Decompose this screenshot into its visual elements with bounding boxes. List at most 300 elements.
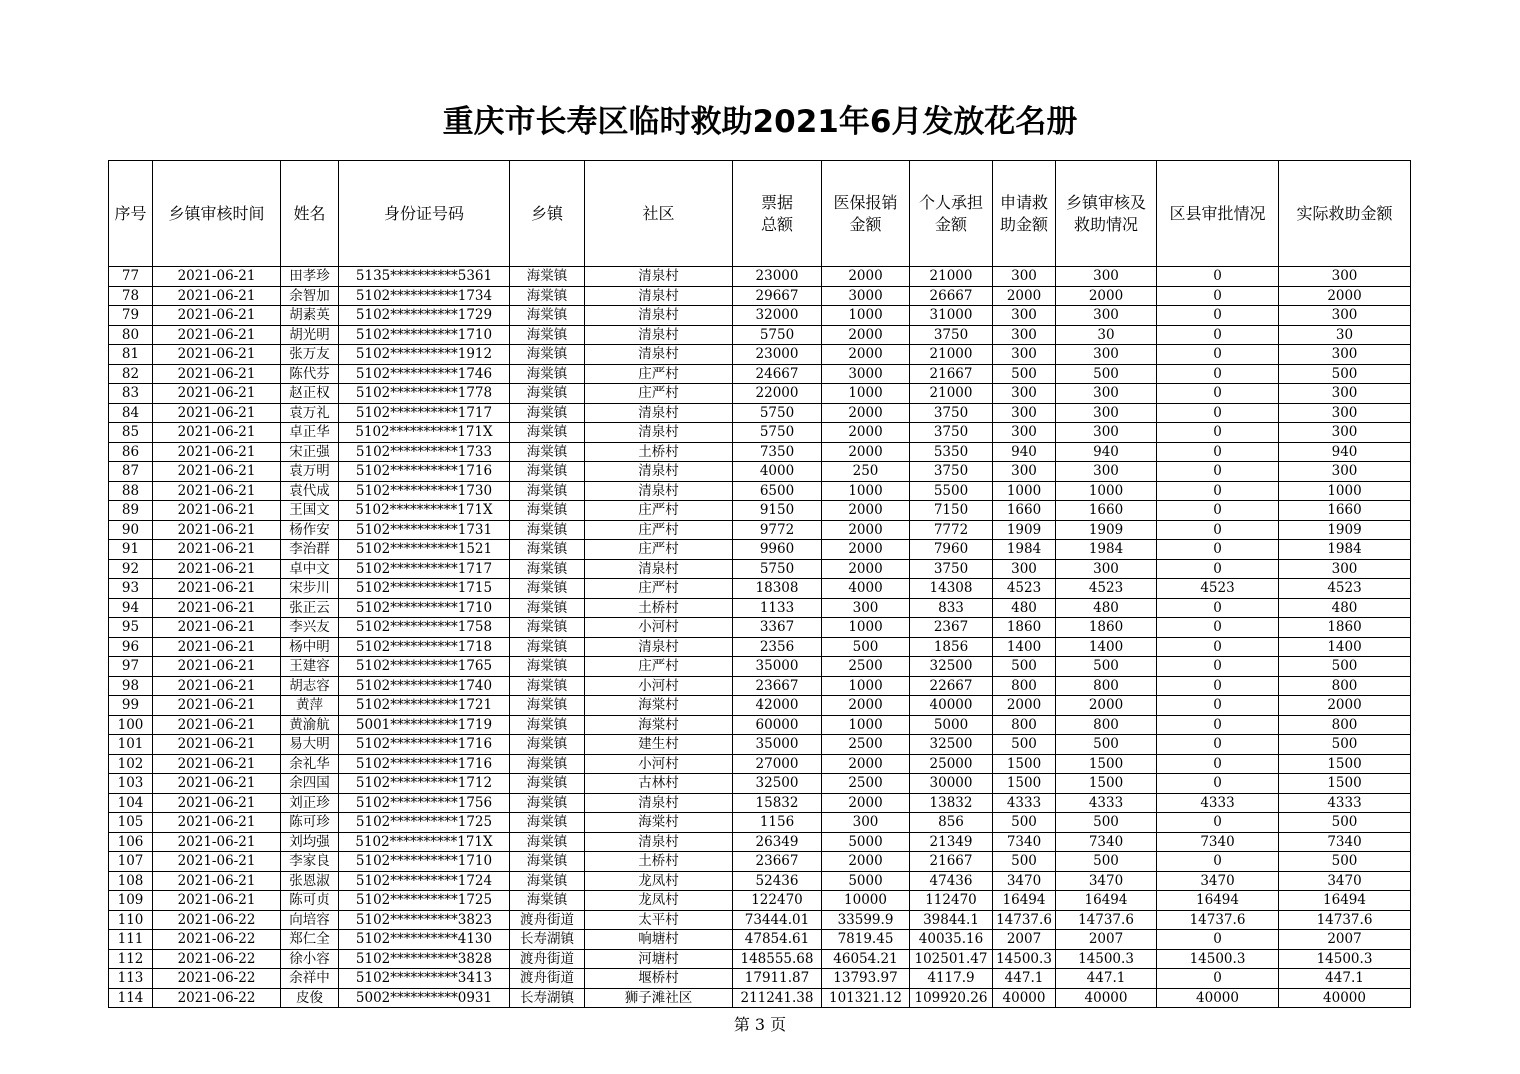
col-requested-amount-cell: 4523 xyxy=(993,579,1056,599)
col-town-cell: 海棠镇 xyxy=(510,481,585,501)
col-requested-amount-cell: 1000 xyxy=(993,481,1056,501)
col-town-review-cell: 14500.3 xyxy=(1056,949,1157,969)
col-town-cell: 海棠镇 xyxy=(510,579,585,599)
col-id-number-cell: 5102**********1721 xyxy=(339,696,510,716)
col-id-number-cell: 5102**********1716 xyxy=(339,735,510,755)
col-index-cell: 101 xyxy=(109,735,153,755)
col-town-review-cell: 40000 xyxy=(1056,988,1157,1008)
col-id-number-cell: 5102**********1717 xyxy=(339,403,510,423)
col-county-approval-cell: 14500.3 xyxy=(1157,949,1279,969)
col-insurance-reimbursement-cell: 500 xyxy=(822,637,910,657)
col-insurance-reimbursement-cell: 250 xyxy=(822,462,910,482)
col-review-date-cell: 2021-06-21 xyxy=(153,384,281,404)
col-town-cell: 海棠镇 xyxy=(510,325,585,345)
col-actual-amount-cell: 1500 xyxy=(1279,754,1411,774)
col-town-cell: 海棠镇 xyxy=(510,462,585,482)
col-name-cell: 余智加 xyxy=(281,286,339,306)
col-town-cell: 海棠镇 xyxy=(510,345,585,365)
col-id-number-cell: 5102**********3823 xyxy=(339,910,510,930)
table-row xyxy=(109,286,1411,306)
col-requested-amount-cell: 1984 xyxy=(993,540,1056,560)
col-id-number-cell: 5102**********1710 xyxy=(339,325,510,345)
col-personal-burden-cell: 40035.16 xyxy=(910,930,993,950)
col-actual-amount-cell: 800 xyxy=(1279,676,1411,696)
col-requested-amount-cell: 500 xyxy=(993,852,1056,872)
table-row xyxy=(109,754,1411,774)
col-town-cell: 海棠镇 xyxy=(510,286,585,306)
col-name-cell: 宋正强 xyxy=(281,442,339,462)
col-review-date-cell: 2021-06-21 xyxy=(153,501,281,521)
col-insurance-reimbursement-cell: 13793.97 xyxy=(822,969,910,989)
relief-roster-table xyxy=(108,160,1411,1008)
col-requested-amount-cell: 1500 xyxy=(993,774,1056,794)
col-name-cell: 杨中明 xyxy=(281,637,339,657)
col-receipt-total-cell: 5750 xyxy=(733,559,822,579)
table-row xyxy=(109,462,1411,482)
col-index-cell: 89 xyxy=(109,501,153,521)
col-county-approval-cell: 0 xyxy=(1157,286,1279,306)
col-actual-amount-cell: 4333 xyxy=(1279,793,1411,813)
col-county-approval-cell: 0 xyxy=(1157,735,1279,755)
table-row xyxy=(109,598,1411,618)
col-index-cell: 78 xyxy=(109,286,153,306)
page-title: 重庆市长寿区临时救助2021年6月发放花名册 xyxy=(442,104,1078,140)
table-row xyxy=(109,715,1411,735)
col-insurance-reimbursement-cell: 5000 xyxy=(822,871,910,891)
col-actual-amount-cell: 1984 xyxy=(1279,540,1411,560)
col-actual-amount-cell: 1860 xyxy=(1279,618,1411,638)
col-receipt-total-cell: 73444.01 xyxy=(733,910,822,930)
col-name-cell: 王国文 xyxy=(281,501,339,521)
col-index-cell: 86 xyxy=(109,442,153,462)
col-id-number-cell: 5102**********1716 xyxy=(339,462,510,482)
col-receipt-total-cell: 23000 xyxy=(733,267,822,287)
col-index-cell: 98 xyxy=(109,676,153,696)
col-town-cell: 海棠镇 xyxy=(510,403,585,423)
col-community-cell: 清泉村 xyxy=(585,267,733,287)
col-name-cell: 刘均强 xyxy=(281,832,339,852)
col-index-cell: 91 xyxy=(109,540,153,560)
col-insurance-reimbursement-cell: 5000 xyxy=(822,832,910,852)
col-actual-amount-cell: 300 xyxy=(1279,306,1411,326)
col-town-review-cell: 300 xyxy=(1056,267,1157,287)
col-index-cell: 90 xyxy=(109,520,153,540)
col-requested-amount-cell: 300 xyxy=(993,462,1056,482)
col-community-cell: 庄严村 xyxy=(585,364,733,384)
col-requested-amount-cell: 300 xyxy=(993,559,1056,579)
col-town-review-cell: 300 xyxy=(1056,384,1157,404)
col-community-cell: 龙凤村 xyxy=(585,871,733,891)
col-name-cell: 杨作安 xyxy=(281,520,339,540)
col-id-number-cell: 5002**********0931 xyxy=(339,988,510,1008)
table-header-row xyxy=(109,161,1411,267)
col-county-approval-cell: 0 xyxy=(1157,345,1279,365)
col-town-review-cell: 480 xyxy=(1056,598,1157,618)
col-index-cell: 107 xyxy=(109,852,153,872)
col-id-number-cell: 5102**********1725 xyxy=(339,891,510,911)
col-receipt-total-cell: 6500 xyxy=(733,481,822,501)
col-index-cell: 87 xyxy=(109,462,153,482)
col-name-cell: 王建容 xyxy=(281,657,339,677)
col-personal-burden-cell: 4117.9 xyxy=(910,969,993,989)
col-community-cell: 庄严村 xyxy=(585,657,733,677)
table-row xyxy=(109,793,1411,813)
col-requested-amount-cell: 300 xyxy=(993,403,1056,423)
col-personal-burden-cell: 3750 xyxy=(910,423,993,443)
col-town-cell: 海棠镇 xyxy=(510,852,585,872)
col-community-cell: 清泉村 xyxy=(585,345,733,365)
col-id-number-cell: 5102**********1746 xyxy=(339,364,510,384)
col-id-number-cell: 5102**********1740 xyxy=(339,676,510,696)
col-review-date-cell: 2021-06-21 xyxy=(153,676,281,696)
table-row xyxy=(109,364,1411,384)
col-id-number-cell: 5102**********1712 xyxy=(339,774,510,794)
col-town-review-cell: 800 xyxy=(1056,676,1157,696)
col-actual-amount-cell: 300 xyxy=(1279,267,1411,287)
col-review-date-cell: 2021-06-21 xyxy=(153,423,281,443)
col-community-cell: 狮子滩社区 xyxy=(585,988,733,1008)
col-county-approval-cell: 0 xyxy=(1157,520,1279,540)
col-review-date-cell: 2021-06-21 xyxy=(153,442,281,462)
col-town-review-cell: 447.1 xyxy=(1056,969,1157,989)
col-actual-amount-cell: 300 xyxy=(1279,559,1411,579)
table-row xyxy=(109,852,1411,872)
col-name-cell: 赵正权 xyxy=(281,384,339,404)
col-insurance-reimbursement-cell: 300 xyxy=(822,598,910,618)
col-insurance-reimbursement-header: 医保报销 金额 xyxy=(822,161,910,267)
col-actual-amount-cell: 3470 xyxy=(1279,871,1411,891)
col-community-cell: 清泉村 xyxy=(585,832,733,852)
col-id-number-cell: 5102**********171X xyxy=(339,501,510,521)
col-review-date-cell: 2021-06-21 xyxy=(153,618,281,638)
col-town-cell: 海棠镇 xyxy=(510,384,585,404)
col-review-date-cell: 2021-06-21 xyxy=(153,598,281,618)
col-review-date-cell: 2021-06-21 xyxy=(153,774,281,794)
col-receipt-total-cell: 24667 xyxy=(733,364,822,384)
col-personal-burden-cell: 22667 xyxy=(910,676,993,696)
col-name-cell: 黄渝航 xyxy=(281,715,339,735)
col-receipt-total-cell: 17911.87 xyxy=(733,969,822,989)
col-index-cell: 79 xyxy=(109,306,153,326)
col-personal-burden-cell: 26667 xyxy=(910,286,993,306)
col-town-cell: 海棠镇 xyxy=(510,676,585,696)
col-receipt-total-cell: 15832 xyxy=(733,793,822,813)
col-requested-amount-cell: 300 xyxy=(993,267,1056,287)
col-review-date-cell: 2021-06-21 xyxy=(153,364,281,384)
col-id-number-cell: 5102**********1733 xyxy=(339,442,510,462)
col-county-approval-cell: 0 xyxy=(1157,267,1279,287)
col-actual-amount-cell: 300 xyxy=(1279,403,1411,423)
col-index-cell: 97 xyxy=(109,657,153,677)
col-community-cell: 庄严村 xyxy=(585,384,733,404)
col-county-approval-cell: 7340 xyxy=(1157,832,1279,852)
col-town-cell: 海棠镇 xyxy=(510,871,585,891)
col-county-approval-cell: 0 xyxy=(1157,501,1279,521)
col-personal-burden-cell: 7960 xyxy=(910,540,993,560)
table-row xyxy=(109,520,1411,540)
col-requested-amount-cell: 300 xyxy=(993,423,1056,443)
col-town-review-cell: 300 xyxy=(1056,423,1157,443)
col-county-approval-cell: 16494 xyxy=(1157,891,1279,911)
col-community-cell: 清泉村 xyxy=(585,306,733,326)
col-town-header: 乡镇 xyxy=(510,161,585,267)
col-index-cell: 105 xyxy=(109,813,153,833)
col-index-cell: 83 xyxy=(109,384,153,404)
col-index-cell: 114 xyxy=(109,988,153,1008)
col-requested-amount-cell: 480 xyxy=(993,598,1056,618)
col-town-cell: 海棠镇 xyxy=(510,520,585,540)
table-row xyxy=(109,930,1411,950)
col-actual-amount-cell: 16494 xyxy=(1279,891,1411,911)
col-personal-burden-cell: 3750 xyxy=(910,559,993,579)
col-requested-amount-cell: 2000 xyxy=(993,696,1056,716)
col-insurance-reimbursement-cell: 1000 xyxy=(822,676,910,696)
col-town-review-cell: 500 xyxy=(1056,364,1157,384)
col-insurance-reimbursement-cell: 7819.45 xyxy=(822,930,910,950)
col-name-cell: 胡光明 xyxy=(281,325,339,345)
col-name-cell: 刘正珍 xyxy=(281,793,339,813)
col-index-cell: 106 xyxy=(109,832,153,852)
col-personal-burden-cell: 3750 xyxy=(910,325,993,345)
col-community-cell: 建生村 xyxy=(585,735,733,755)
col-actual-amount-cell: 300 xyxy=(1279,462,1411,482)
col-index-cell: 102 xyxy=(109,754,153,774)
col-county-approval-cell: 0 xyxy=(1157,852,1279,872)
col-receipt-total-cell: 122470 xyxy=(733,891,822,911)
col-town-review-cell: 940 xyxy=(1056,442,1157,462)
col-community-cell: 小河村 xyxy=(585,754,733,774)
col-community-cell: 清泉村 xyxy=(585,423,733,443)
col-town-review-cell: 1400 xyxy=(1056,637,1157,657)
col-id-number-cell: 5102**********1715 xyxy=(339,579,510,599)
table-row xyxy=(109,637,1411,657)
col-receipt-total-cell: 35000 xyxy=(733,735,822,755)
col-town-review-cell: 1909 xyxy=(1056,520,1157,540)
col-review-date-cell: 2021-06-22 xyxy=(153,949,281,969)
col-name-cell: 张恩淑 xyxy=(281,871,339,891)
col-review-date-cell: 2021-06-22 xyxy=(153,930,281,950)
col-insurance-reimbursement-cell: 4000 xyxy=(822,579,910,599)
col-index-cell: 82 xyxy=(109,364,153,384)
col-receipt-total-cell: 18308 xyxy=(733,579,822,599)
col-insurance-reimbursement-cell: 2000 xyxy=(822,540,910,560)
col-insurance-reimbursement-cell: 2000 xyxy=(822,696,910,716)
col-receipt-total-cell: 3367 xyxy=(733,618,822,638)
col-community-cell: 海棠村 xyxy=(585,813,733,833)
table-row xyxy=(109,657,1411,677)
col-review-date-cell: 2021-06-21 xyxy=(153,345,281,365)
col-receipt-total-cell: 27000 xyxy=(733,754,822,774)
col-actual-amount-cell: 1000 xyxy=(1279,481,1411,501)
col-requested-amount-cell: 940 xyxy=(993,442,1056,462)
col-town-cell: 海棠镇 xyxy=(510,598,585,618)
col-insurance-reimbursement-cell: 300 xyxy=(822,813,910,833)
col-receipt-total-cell: 52436 xyxy=(733,871,822,891)
col-id-number-cell: 5102**********1778 xyxy=(339,384,510,404)
col-community-cell: 清泉村 xyxy=(585,637,733,657)
table-row xyxy=(109,540,1411,560)
col-actual-amount-cell: 480 xyxy=(1279,598,1411,618)
col-receipt-total-header: 票据 总额 xyxy=(733,161,822,267)
col-town-cell: 海棠镇 xyxy=(510,813,585,833)
col-community-cell: 土桥村 xyxy=(585,852,733,872)
col-actual-amount-cell: 1660 xyxy=(1279,501,1411,521)
col-personal-burden-cell: 5500 xyxy=(910,481,993,501)
col-personal-burden-cell: 40000 xyxy=(910,696,993,716)
col-index-cell: 99 xyxy=(109,696,153,716)
col-receipt-total-cell: 23667 xyxy=(733,852,822,872)
col-town-review-cell: 1660 xyxy=(1056,501,1157,521)
col-town-review-cell: 2007 xyxy=(1056,930,1157,950)
col-id-number-cell: 5102**********171X xyxy=(339,423,510,443)
col-personal-burden-cell: 7150 xyxy=(910,501,993,521)
col-county-approval-cell: 0 xyxy=(1157,306,1279,326)
col-community-cell: 龙凤村 xyxy=(585,891,733,911)
col-insurance-reimbursement-cell: 2500 xyxy=(822,774,910,794)
table-row xyxy=(109,988,1411,1008)
col-id-number-cell: 5102**********1912 xyxy=(339,345,510,365)
col-insurance-reimbursement-cell: 2000 xyxy=(822,267,910,287)
col-index-cell: 85 xyxy=(109,423,153,443)
col-community-cell: 小河村 xyxy=(585,676,733,696)
col-id-number-cell: 5102**********1729 xyxy=(339,306,510,326)
col-county-approval-cell: 0 xyxy=(1157,598,1279,618)
col-insurance-reimbursement-cell: 10000 xyxy=(822,891,910,911)
col-county-approval-cell: 0 xyxy=(1157,403,1279,423)
col-county-approval-cell: 0 xyxy=(1157,969,1279,989)
col-insurance-reimbursement-cell: 1000 xyxy=(822,715,910,735)
col-receipt-total-cell: 2356 xyxy=(733,637,822,657)
col-name-cell: 陈代芬 xyxy=(281,364,339,384)
col-town-review-cell: 300 xyxy=(1056,559,1157,579)
col-community-cell: 清泉村 xyxy=(585,286,733,306)
col-name-cell: 郑仁全 xyxy=(281,930,339,950)
col-receipt-total-cell: 22000 xyxy=(733,384,822,404)
col-town-review-cell: 4333 xyxy=(1056,793,1157,813)
col-receipt-total-cell: 32500 xyxy=(733,774,822,794)
col-index-cell: 109 xyxy=(109,891,153,911)
col-actual-amount-cell: 2000 xyxy=(1279,696,1411,716)
table-row xyxy=(109,949,1411,969)
col-requested-amount-cell: 500 xyxy=(993,813,1056,833)
col-personal-burden-cell: 2367 xyxy=(910,618,993,638)
col-town-cell: 海棠镇 xyxy=(510,774,585,794)
col-county-approval-cell: 0 xyxy=(1157,715,1279,735)
col-review-date-cell: 2021-06-22 xyxy=(153,969,281,989)
col-town-review-header: 乡镇审核及 救助情况 xyxy=(1056,161,1157,267)
col-requested-amount-cell: 1660 xyxy=(993,501,1056,521)
col-name-cell: 余祥中 xyxy=(281,969,339,989)
col-county-approval-cell: 3470 xyxy=(1157,871,1279,891)
col-insurance-reimbursement-cell: 2500 xyxy=(822,735,910,755)
col-town-cell: 海棠镇 xyxy=(510,891,585,911)
col-id-number-cell: 5102**********171X xyxy=(339,832,510,852)
col-index-header: 序号 xyxy=(109,161,153,267)
page-number: 第 3 页 xyxy=(733,1015,787,1034)
col-actual-amount-cell: 300 xyxy=(1279,384,1411,404)
col-id-number-cell: 5102**********1710 xyxy=(339,852,510,872)
col-insurance-reimbursement-cell: 2000 xyxy=(822,559,910,579)
col-requested-amount-cell: 1909 xyxy=(993,520,1056,540)
col-receipt-total-cell: 60000 xyxy=(733,715,822,735)
col-insurance-reimbursement-cell: 2000 xyxy=(822,345,910,365)
col-town-cell: 海棠镇 xyxy=(510,540,585,560)
col-personal-burden-cell: 13832 xyxy=(910,793,993,813)
col-index-cell: 96 xyxy=(109,637,153,657)
col-id-number-cell: 5102**********1765 xyxy=(339,657,510,677)
col-town-review-cell: 1500 xyxy=(1056,774,1157,794)
col-receipt-total-cell: 211241.38 xyxy=(733,988,822,1008)
col-town-review-cell: 500 xyxy=(1056,852,1157,872)
col-id-number-cell: 5102**********1756 xyxy=(339,793,510,813)
col-personal-burden-cell: 14308 xyxy=(910,579,993,599)
col-community-cell: 清泉村 xyxy=(585,559,733,579)
col-review-date-cell: 2021-06-21 xyxy=(153,871,281,891)
col-county-approval-cell: 0 xyxy=(1157,462,1279,482)
col-review-date-cell: 2021-06-21 xyxy=(153,481,281,501)
col-community-cell: 清泉村 xyxy=(585,793,733,813)
col-requested-amount-cell: 500 xyxy=(993,364,1056,384)
col-actual-amount-cell: 447.1 xyxy=(1279,969,1411,989)
col-review-date-cell: 2021-06-21 xyxy=(153,754,281,774)
col-town-review-cell: 1500 xyxy=(1056,754,1157,774)
col-name-cell: 黄萍 xyxy=(281,696,339,716)
col-town-cell: 海棠镇 xyxy=(510,754,585,774)
col-community-cell: 清泉村 xyxy=(585,481,733,501)
col-requested-amount-cell: 2007 xyxy=(993,930,1056,950)
col-county-approval-cell: 0 xyxy=(1157,930,1279,950)
col-index-cell: 112 xyxy=(109,949,153,969)
table-row xyxy=(109,345,1411,365)
col-index-cell: 77 xyxy=(109,267,153,287)
col-insurance-reimbursement-cell: 33599.9 xyxy=(822,910,910,930)
col-index-cell: 103 xyxy=(109,774,153,794)
col-town-review-cell: 7340 xyxy=(1056,832,1157,852)
col-actual-amount-cell: 500 xyxy=(1279,364,1411,384)
col-personal-burden-cell: 109920.26 xyxy=(910,988,993,1008)
col-review-date-cell: 2021-06-21 xyxy=(153,540,281,560)
col-community-cell: 土桥村 xyxy=(585,598,733,618)
col-review-date-cell: 2021-06-21 xyxy=(153,696,281,716)
col-county-approval-cell: 0 xyxy=(1157,559,1279,579)
col-review-date-header: 乡镇审核时间 xyxy=(153,161,281,267)
col-town-cell: 海棠镇 xyxy=(510,696,585,716)
col-receipt-total-cell: 23667 xyxy=(733,676,822,696)
col-receipt-total-cell: 47854.61 xyxy=(733,930,822,950)
col-actual-amount-cell: 500 xyxy=(1279,813,1411,833)
col-actual-amount-cell: 7340 xyxy=(1279,832,1411,852)
col-review-date-cell: 2021-06-21 xyxy=(153,637,281,657)
col-id-number-cell: 5102**********3828 xyxy=(339,949,510,969)
col-actual-amount-cell: 1500 xyxy=(1279,774,1411,794)
col-actual-amount-cell: 500 xyxy=(1279,735,1411,755)
col-personal-burden-cell: 21349 xyxy=(910,832,993,852)
col-county-approval-cell: 40000 xyxy=(1157,988,1279,1008)
col-requested-amount-cell: 300 xyxy=(993,306,1056,326)
col-requested-amount-cell: 4333 xyxy=(993,793,1056,813)
col-county-approval-cell: 4333 xyxy=(1157,793,1279,813)
col-insurance-reimbursement-cell: 101321.12 xyxy=(822,988,910,1008)
col-insurance-reimbursement-cell: 46054.21 xyxy=(822,949,910,969)
col-personal-burden-cell: 3750 xyxy=(910,403,993,423)
col-id-number-cell: 5102**********4130 xyxy=(339,930,510,950)
col-review-date-cell: 2021-06-21 xyxy=(153,832,281,852)
table-body xyxy=(109,267,1411,1008)
col-requested-amount-cell: 1860 xyxy=(993,618,1056,638)
col-county-approval-cell: 0 xyxy=(1157,442,1279,462)
col-name-header: 姓名 xyxy=(281,161,339,267)
col-requested-amount-cell: 300 xyxy=(993,325,1056,345)
